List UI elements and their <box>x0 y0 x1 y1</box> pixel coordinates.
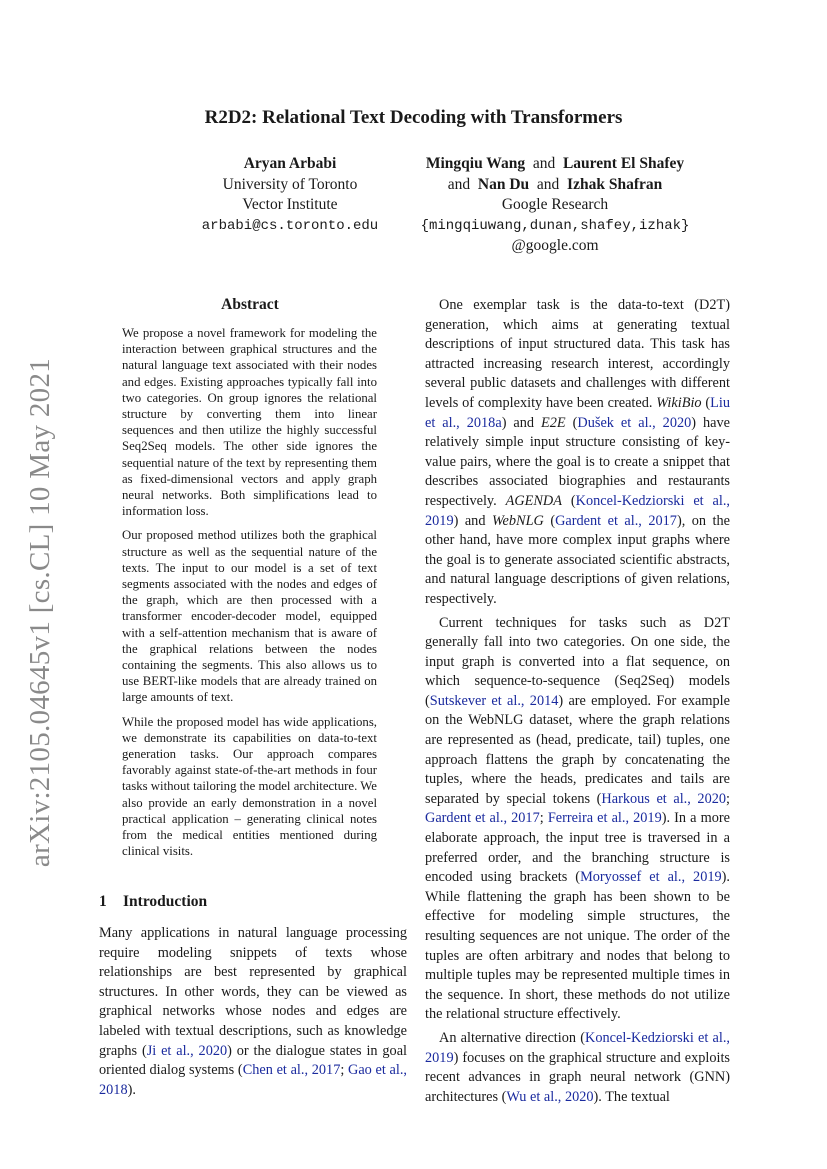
right-column <box>425 296 730 1111</box>
author-email: arbabi@cs.toronto.edu <box>201 217 379 234</box>
text-run: ( <box>543 512 556 529</box>
section-heading <box>99 893 409 911</box>
citation-link[interactable]: Gardent et al., 2017 <box>555 512 677 529</box>
citation-link[interactable]: Moryossef et al., 2019 <box>580 869 722 886</box>
text-run: One exemplar task is the data-to-text (D2T) generation, which aims at generating textual descriptions of input structured data. This task has attracted increasing research interest, accordingly several public datasets and challenges with different levels of complexity have been created. <box>425 297 730 411</box>
author-affiliation: Google Research <box>501 196 609 213</box>
author-block-right <box>385 154 725 257</box>
author-affiliation: University of Toronto <box>222 175 358 193</box>
text-run: ) and <box>453 512 492 529</box>
citation-link[interactable]: Ferreira et al., 2019 <box>547 810 662 827</box>
text-run: Current techniques for tasks such as D2T generally fall into two categories. On one side, the input graph is converted into a flat sequence, on which sequence-to-sequence (Seq2Seq) models ( <box>425 614 730 709</box>
text-run: ) or the dialogue states in goal oriented dialog systems ( <box>99 1042 408 1079</box>
arxiv-stamp-text: arXiv:2105.04645v1 [cs.CL] 10 May 2021 <box>24 357 57 867</box>
author-name: Mingqiu Wang <box>425 155 526 172</box>
citation-link[interactable]: Liu et al., 2018a <box>425 394 730 431</box>
citation-link[interactable]: Sutskever et al., 2014 <box>429 692 559 709</box>
author-email: {mingqiuwang,dunan,shafey,izhak} <box>420 217 690 234</box>
abstract-heading: Abstract <box>221 296 279 313</box>
body-paragraph <box>425 296 730 610</box>
citation-link[interactable]: Chen et al., 2017 <box>242 1062 341 1079</box>
citation-link[interactable]: Koncel-Kedziorski et al., 2019 <box>425 492 730 529</box>
citation-link[interactable]: Gao et al., 2018 <box>99 1062 408 1098</box>
text-run: ( <box>562 492 576 509</box>
citation-link[interactable]: Dušek et al., 2020 <box>577 414 692 431</box>
author-name: Laurent El Shafey <box>562 155 685 172</box>
author-name: Nan Du <box>477 175 530 193</box>
citation-link[interactable]: Gardent et al., 2017 <box>425 810 540 827</box>
text-run: ; <box>726 790 730 807</box>
body-paragraph <box>425 614 730 1025</box>
dataset-name: WikiBio <box>656 394 702 411</box>
section-title: Introduction <box>123 893 208 910</box>
text-run: ( <box>701 394 711 411</box>
abstract-body <box>122 325 377 868</box>
body-paragraph <box>425 1029 730 1107</box>
arxiv-stamp <box>12 352 70 872</box>
intro-paragraph-left <box>99 924 407 1100</box>
paper-title: R2D2: Relational Text Decoding with Transformers <box>204 107 623 128</box>
author-affiliation: Vector Institute <box>242 196 338 213</box>
citation-link[interactable]: Koncel-Kedziorski et al., 2019 <box>425 1029 730 1066</box>
text-run: ) and <box>501 414 542 431</box>
citation-link[interactable]: Wu et al., 2020 <box>506 1088 594 1105</box>
text-run: ) are employed. For example on the WebNLG dataset, where the graph relations are represented as (head, predicate, tail) tuples, one approach flattens the graph by concatenating the tuples, where the heads, predicates and tails are separated by special tokens ( <box>425 692 730 807</box>
abstract-paragraph: While the proposed model has wide applications, we demonstrate its capabilities on data-to-text generation tasks. Our approach compares favorably against state-of-the-art methods in four tasks without tailoring the model architecture. We also provide an early demonstration in a novel practical application – generating clinical notes from the medical entities mentioned during clinical visits. <box>122 714 377 859</box>
section-number: 1 <box>99 893 107 910</box>
abstract-paragraph: We propose a novel framework for modeling the interaction between graphical structures and the natural language text associated with their nodes and edges. Existing approaches typically fall into two categories. On group ignores the relational structure by converting them into linear sequences and then utilize the highly successful Seq2Seq models. The other side ignores the sequential nature of the text by representing them as fixed-dimensional vectors and apply graph neural networks. Both simplifications lead to information loss. <box>122 326 377 519</box>
text-run: ; <box>539 810 548 827</box>
text-run: ( <box>565 414 578 431</box>
citation-link[interactable]: Harkous et al., 2020 <box>601 790 727 807</box>
abstract-paragraph: Our proposed method utilizes both the graphical structure as well as the sequential nature of the texts. The input to our model is a set of text segments associated with the nodes and edges of the graph, which are then processed with a transformer encoder-decoder model, equipped with a self-attention mechanism that is aware of the graphical relations between the nodes containing the segments. This also allows us to use BERT-like models that are already trained on large amounts of text. <box>122 528 377 705</box>
author-conjunction: and <box>532 155 556 172</box>
author-email-domain: @google.com <box>511 237 599 254</box>
dataset-name: WebNLG <box>491 512 544 529</box>
text-run: An alternative direction ( <box>439 1029 586 1046</box>
citation-link[interactable]: Ji et al., 2020 <box>146 1042 228 1059</box>
text-run: ). In a more elaborate approach, the input tree is traversed in a preferred order, and the branching structure is encoded using brackets ( <box>425 810 730 886</box>
text-run: ; <box>340 1062 349 1079</box>
text-run: Many applications in natural language processing require modeling snippets of texts whose relationships are best represented by graphical structures. In other words, they can be viewed as graphical networks whose nodes and edges are labeled with textual descriptions, such as knowledge graphs ( <box>99 925 407 1059</box>
text-run: ), on the other hand, have more complex input graphs where the goal is to generate associated scientific abstracts, and natural language descriptions of given relations, respectively. <box>425 512 730 607</box>
author-conjunction: and <box>536 175 560 193</box>
author-name: Aryan Arbabi <box>243 155 337 172</box>
text-run: ). <box>127 1081 136 1098</box>
text-run: ) focuses on the graphical structure and exploits recent advances in graph neural network (GNN) architectures ( <box>425 1049 730 1105</box>
dataset-name: AGENDA <box>505 492 562 509</box>
author-block-left <box>160 154 420 236</box>
author-name: Izhak Shafran <box>567 175 663 193</box>
text-run: ). While flattening the graph has been shown to be effective for modeling simple structures, the resulting sequences are not unique. The order of the tuples are often arbitrary and nodes that belong to multiple tuples may be represented multiple times in the sequence. In short, these methods do not utilize the relational structure effectively. <box>425 869 730 1023</box>
author-conjunction: and <box>447 175 471 193</box>
text-run: ). The textual <box>593 1088 670 1105</box>
dataset-name: E2E <box>541 414 566 431</box>
text-run: ) have relatively simple input structure consisting of key-value pairs, where the goal is to create a snippet that describes associated biographies and restaurants respectively. <box>425 414 730 509</box>
